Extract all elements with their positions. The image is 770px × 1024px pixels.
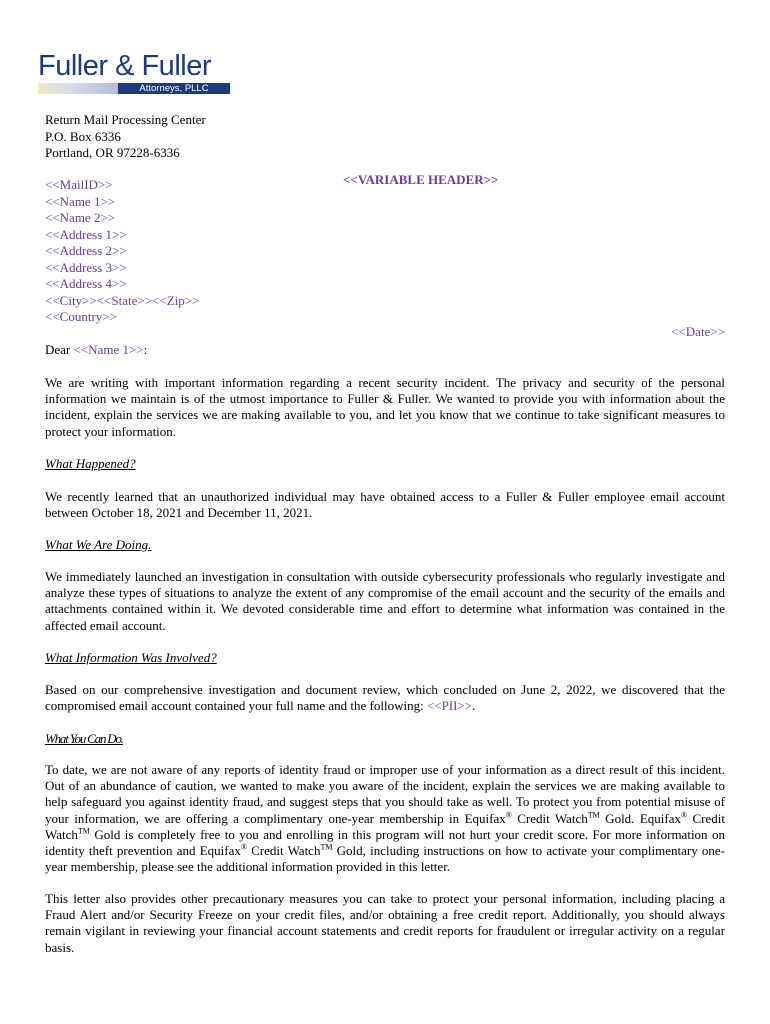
recipient-line: <<MailID>> (45, 177, 113, 192)
return-address-line: Return Mail Processing Center (45, 112, 206, 127)
trademark-mark: TM (587, 810, 600, 820)
heading-what-happened: What Happened? (45, 456, 136, 471)
salutation-suffix: : (143, 342, 148, 357)
logo-bar (38, 83, 230, 94)
cando-text: To date, we are not aware of any reports of identity fraud or improper use of your information as a direct result of this incident. Out of an abundance of caution, we wanted to make you aware of the incident, explain the services we are making available to help safeguard you against identity fraud, and suggest steps that you should take as well. To protect you from potential misuse of your information, we are offering a complimentary one-year membership in Equifax (45, 762, 725, 826)
paragraph-what-happened: We recently learned that an unauthorized individual may have obtained access to a Fuller & Fuller employee email account between October 18, 2021 and December 11, 2021. (45, 489, 725, 521)
variable-header: <<VARIABLE HEADER>> (343, 172, 499, 187)
pii-placeholder: <<PII>> (426, 698, 473, 714)
trademark-mark: TM (320, 842, 333, 852)
recipient-line: <<Name 2>> (45, 210, 116, 225)
salutation-name: <<Name 1>> (73, 342, 144, 357)
return-address-line: Portland, OR 97228-6336 (45, 145, 180, 160)
heading-what-we-are-doing: What We Are Doing. (45, 537, 152, 552)
paragraph-what-we-are-doing: We immediately launched an investigation in consultation with outside cybersecurity professionals who regularly investigate and analyze these types of situations to analyze the extent of any compromise of the email account and the security of the emails and attachments contained within it. We devoted considerable time and effort to determine what information was contained in the affected email account. (45, 569, 725, 633)
cando-text: Credit Watch (511, 810, 588, 826)
recipient-line: <<Name 1>> (45, 193, 116, 209)
salutation-prefix: Dear (45, 342, 74, 357)
recipient-line: <<Address 1>> (45, 226, 127, 242)
recipient-line: <<City>><<State>><<Zip>> (45, 292, 200, 308)
registered-mark: ® (240, 842, 247, 852)
trademark-mark: TM (77, 826, 90, 836)
recipient-line: <<Address 4>> (45, 276, 127, 291)
return-address-line: P.O. Box 6336 (45, 128, 121, 144)
registered-mark: ® (505, 810, 512, 820)
cando-text: Credit Watch (45, 810, 725, 842)
involved-text-end: . (472, 698, 476, 714)
cando-text: Gold, including instructions on how to activate your complimentary one-year membership, please see the additional information provided in this letter. (45, 843, 726, 875)
registered-mark: ® (681, 810, 688, 820)
heading-what-you-can-do: What You Can Do. (45, 731, 123, 746)
intro-paragraph: We are writing with important information regarding a recent security incident. The privacy and security of the personal information we maintain is of the utmost importance to Fuller & Fuller. We wanted to provide you with information about the incident, explain the services we are making available to you, and let you know that we continue to take significant measures to protect your information. (45, 375, 725, 439)
involved-text: Based on our comprehensive investigation and document review, which concluded on June 2, 2022, we discovered that the compromised email account contained your full name and the following: (45, 682, 725, 714)
salutation (45, 342, 147, 359)
cando-text: Credit Watch (246, 843, 321, 859)
recipient-line: <<Address 3>> (45, 259, 127, 275)
heading-what-information-was-involved: What Information Was Involved? (45, 650, 217, 665)
recipient-line: <<Address 2>> (45, 243, 127, 258)
letter-date: <<Date>> (671, 324, 725, 339)
cando-text: Gold. Equifax (599, 810, 681, 826)
logo-subtitle: Attorneys, PLLC (118, 83, 230, 94)
paragraph-what-information-was-involved (45, 682, 725, 714)
recipient-line: <<Country>> (45, 309, 117, 324)
return-address (45, 112, 206, 162)
logo-gradient-band (38, 83, 118, 94)
paragraph-precautionary-measures: This letter also provides other precautionary measures you can take to protect your personal information, including placing a Fraud Alert and/or Security Freeze on your credit files, and/or obtaining a free credit report. Additionally, you should always remain vigilant in reviewing your financial account statements and credit reports for fraudulent or irregular activity on a regular basis. (45, 891, 725, 955)
paragraph-what-you-can-do (45, 762, 725, 875)
logo-wordmark: Fuller & Fuller (38, 50, 211, 82)
cando-text: Gold is completely free to you and enrolling in this program will not hurt your credit score. For more information on identity theft prevention and Equifax (45, 826, 725, 859)
recipient-address (45, 177, 199, 326)
company-logo (38, 50, 230, 94)
